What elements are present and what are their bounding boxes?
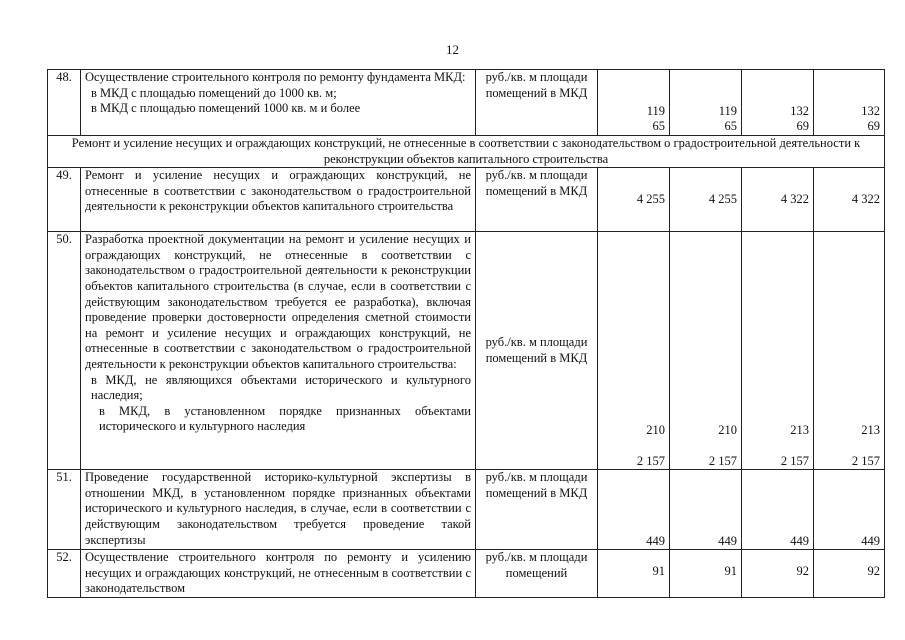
value-cell: 4 255 xyxy=(670,168,742,232)
page-number: 12 xyxy=(446,42,459,57)
table-row xyxy=(48,168,885,232)
value-cell: 449 xyxy=(742,470,814,550)
row-unit: руб./кв. м площади помещений в МКД xyxy=(476,70,598,136)
table-row xyxy=(48,550,885,598)
value-cell: 449 xyxy=(814,470,885,550)
row-unit: руб./кв. м площади помещений в МКД xyxy=(476,470,598,550)
value-cell: 4 255 xyxy=(598,168,670,232)
row-number: 50. xyxy=(48,232,81,470)
row-number: 52. xyxy=(48,550,81,598)
row-number: 49. xyxy=(48,168,81,232)
value-cell: 449 xyxy=(670,470,742,550)
row-description xyxy=(81,232,476,470)
row-description: Ремонт и усиление несущих и ограждающих конструкций, не отнесенные в соответствии с законодательством о градостроительной деятельности к реконструкции объектов капитального строительства xyxy=(81,168,476,232)
value-cell: 449 xyxy=(598,470,670,550)
row-subitem: в МКД, не являющихся объектами исторического и культурного наследия; xyxy=(91,372,471,403)
value-cell: 91 xyxy=(598,550,670,598)
value-cell: 92 xyxy=(814,550,885,598)
value-cell: 119 65 xyxy=(598,70,670,136)
value-cell: 119 65 xyxy=(670,70,742,136)
value-cell: 132 69 xyxy=(814,70,885,136)
table-row xyxy=(48,232,885,470)
row-number: 51. xyxy=(48,470,81,550)
value-cell: 213 2 157 xyxy=(742,232,814,470)
value-cell: 92 xyxy=(742,550,814,598)
value-cell: 4 322 xyxy=(742,168,814,232)
value-cell: 4 322 xyxy=(814,168,885,232)
row-unit: руб./кв. м площади помещений в МКД xyxy=(476,232,598,470)
tariff-table xyxy=(47,69,885,598)
row-unit: руб./кв. м площади помещений в МКД xyxy=(476,168,598,232)
section-header-row xyxy=(48,136,885,168)
row-subitem: в МКД с площадью помещений 1000 кв. м и более xyxy=(91,101,361,116)
section-header: Ремонт и усиление несущих и ограждающих конструкций, не отнесенные в соответствии с законодательством о градостроительной деятельности к реконструкции объектов капитального строительства xyxy=(48,136,885,168)
value-cell: 213 2 157 xyxy=(814,232,885,470)
table-row xyxy=(48,470,885,550)
row-number: 48. xyxy=(48,70,81,136)
value-cell: 91 xyxy=(670,550,742,598)
row-description: Проведение государственной историко-культурной экспертизы в отношении МКД, в установленном порядке признанных объектами исторического и культурного наследия, в случае, если в соответствии с действующим законодательством требуется проведение такой экспертизы xyxy=(81,470,476,550)
row-subitem: в МКД, в установленном порядке признанных объектами исторического и культурного наследия xyxy=(99,403,471,434)
table-row xyxy=(48,70,885,136)
row-description: Осуществление строительного контроля по ремонту и усилению несущих и ограждающих конструкций, не отнесенным в соответствии с законодательством xyxy=(81,550,476,598)
row-unit: руб./кв. м площади помещений xyxy=(476,550,598,598)
row-title: Осуществление строительного контроля по ремонту фундамента МКД: xyxy=(85,70,466,84)
value-cell: 210 2 157 xyxy=(598,232,670,470)
row-subitem: в МКД с площадью помещений до 1000 кв. м; xyxy=(91,85,337,100)
row-description xyxy=(81,70,476,136)
value-cell: 210 2 157 xyxy=(670,232,742,470)
value-cell: 132 69 xyxy=(742,70,814,136)
row-title: Разработка проектной документации на ремонт и усиление несущих и ограждающих конструкций, не отнесенные в соответствии с законодательством о градостроительной деятельности к реконструкции объектов капитального строительства (в случае, если в соответствии с действующим законодательством требуется ее разработка), включая проведение проверки достоверности определения сметной стоимости на ремонт и усиление несущих и ограждающих конструкций, не отнесенные в соответствии с законодательством о градостроительной деятельности к реконструкции объектов капитального строительства: xyxy=(85,232,471,371)
